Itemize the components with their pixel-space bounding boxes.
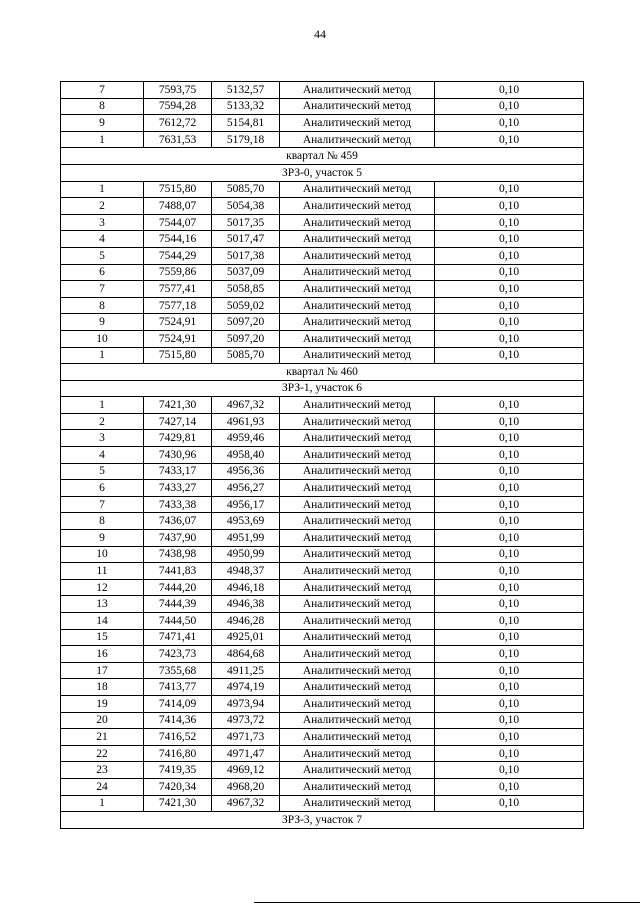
x-coordinate-cell: 7594,28	[144, 98, 212, 115]
table-row	[61, 231, 584, 248]
point-number-cell: 7	[61, 82, 144, 99]
page-number: 44	[314, 27, 326, 41]
section-header: квартал № 460	[61, 364, 584, 381]
table-row	[61, 214, 584, 231]
error-cell: 0,10	[435, 131, 584, 148]
y-coordinate-cell: 5097,20	[212, 330, 280, 347]
method-cell: Аналитический метод	[280, 413, 435, 430]
table-row	[61, 413, 584, 430]
point-number-cell: 16	[61, 646, 144, 663]
y-coordinate-cell: 4956,17	[212, 496, 280, 513]
x-coordinate-cell: 7444,50	[144, 613, 212, 630]
y-coordinate-cell: 4961,93	[212, 413, 280, 430]
table-row	[61, 330, 584, 347]
error-cell: 0,10	[435, 695, 584, 712]
y-coordinate-cell: 4864,68	[212, 646, 280, 663]
point-number-cell: 10	[61, 330, 144, 347]
x-coordinate-cell: 7577,41	[144, 281, 212, 298]
method-cell: Аналитический метод	[280, 181, 435, 198]
y-coordinate-cell: 4946,38	[212, 596, 280, 613]
point-number-cell: 6	[61, 264, 144, 281]
point-number-cell: 13	[61, 596, 144, 613]
method-cell: Аналитический метод	[280, 447, 435, 464]
error-cell: 0,10	[435, 480, 584, 497]
table-row	[61, 430, 584, 447]
section-header-row	[61, 380, 584, 397]
point-number-cell: 10	[61, 546, 144, 563]
x-coordinate-cell: 7355,68	[144, 662, 212, 679]
error-cell: 0,10	[435, 447, 584, 464]
table-row	[61, 613, 584, 630]
error-cell: 0,10	[435, 98, 584, 115]
point-number-cell: 17	[61, 662, 144, 679]
x-coordinate-cell: 7577,18	[144, 297, 212, 314]
point-number-cell: 11	[61, 563, 144, 580]
method-cell: Аналитический метод	[280, 530, 435, 547]
method-cell: Аналитический метод	[280, 115, 435, 132]
table-row	[61, 397, 584, 414]
x-coordinate-cell: 7420,34	[144, 778, 212, 795]
x-coordinate-cell: 7414,09	[144, 695, 212, 712]
error-cell: 0,10	[435, 679, 584, 696]
x-coordinate-cell: 7593,75	[144, 82, 212, 99]
method-cell: Аналитический метод	[280, 679, 435, 696]
error-cell: 0,10	[435, 397, 584, 414]
method-cell: Аналитический метод	[280, 613, 435, 630]
section-header-row	[61, 164, 584, 181]
y-coordinate-cell: 4956,27	[212, 480, 280, 497]
error-cell: 0,10	[435, 662, 584, 679]
y-coordinate-cell: 4946,18	[212, 579, 280, 596]
point-number-cell: 21	[61, 729, 144, 746]
table-row	[61, 480, 584, 497]
y-coordinate-cell: 4967,32	[212, 795, 280, 812]
y-coordinate-cell: 5017,47	[212, 231, 280, 248]
error-cell: 0,10	[435, 546, 584, 563]
method-cell: Аналитический метод	[280, 297, 435, 314]
coordinates-table	[60, 81, 584, 829]
y-coordinate-cell: 5085,70	[212, 181, 280, 198]
page-bottom-divider	[254, 902, 640, 903]
x-coordinate-cell: 7559,86	[144, 264, 212, 281]
y-coordinate-cell: 5037,09	[212, 264, 280, 281]
point-number-cell: 3	[61, 214, 144, 231]
y-coordinate-cell: 4973,72	[212, 712, 280, 729]
error-cell: 0,10	[435, 463, 584, 480]
y-coordinate-cell: 4951,99	[212, 530, 280, 547]
method-cell: Аналитический метод	[280, 662, 435, 679]
y-coordinate-cell: 4968,20	[212, 778, 280, 795]
table-row	[61, 131, 584, 148]
table-row	[61, 679, 584, 696]
error-cell: 0,10	[435, 646, 584, 663]
table-row	[61, 513, 584, 530]
section-header-row	[61, 812, 584, 829]
point-number-cell: 12	[61, 579, 144, 596]
error-cell: 0,10	[435, 231, 584, 248]
method-cell: Аналитический метод	[280, 281, 435, 298]
table-row	[61, 662, 584, 679]
error-cell: 0,10	[435, 297, 584, 314]
y-coordinate-cell: 4946,28	[212, 613, 280, 630]
error-cell: 0,10	[435, 82, 584, 99]
table-row	[61, 82, 584, 99]
method-cell: Аналитический метод	[280, 264, 435, 281]
table-row	[61, 347, 584, 364]
table-row	[61, 281, 584, 298]
error-cell: 0,10	[435, 795, 584, 812]
y-coordinate-cell: 5097,20	[212, 314, 280, 331]
method-cell: Аналитический метод	[280, 778, 435, 795]
y-coordinate-cell: 4953,69	[212, 513, 280, 530]
error-cell: 0,10	[435, 745, 584, 762]
x-coordinate-cell: 7444,39	[144, 596, 212, 613]
error-cell: 0,10	[435, 214, 584, 231]
point-number-cell: 18	[61, 679, 144, 696]
x-coordinate-cell: 7413,77	[144, 679, 212, 696]
x-coordinate-cell: 7524,91	[144, 314, 212, 331]
method-cell: Аналитический метод	[280, 463, 435, 480]
section-header: ЗРЗ-0, участок 5	[61, 164, 584, 181]
point-number-cell: 2	[61, 198, 144, 215]
y-coordinate-cell: 4969,12	[212, 762, 280, 779]
method-cell: Аналитический метод	[280, 695, 435, 712]
point-number-cell: 24	[61, 778, 144, 795]
y-coordinate-cell: 4925,01	[212, 629, 280, 646]
y-coordinate-cell: 4971,73	[212, 729, 280, 746]
section-header-row	[61, 364, 584, 381]
point-number-cell: 8	[61, 297, 144, 314]
x-coordinate-cell: 7427,14	[144, 413, 212, 430]
point-number-cell: 8	[61, 98, 144, 115]
method-cell: Аналитический метод	[280, 579, 435, 596]
point-number-cell: 20	[61, 712, 144, 729]
point-number-cell: 8	[61, 513, 144, 530]
method-cell: Аналитический метод	[280, 762, 435, 779]
method-cell: Аналитический метод	[280, 596, 435, 613]
error-cell: 0,10	[435, 413, 584, 430]
x-coordinate-cell: 7429,81	[144, 430, 212, 447]
x-coordinate-cell: 7544,29	[144, 247, 212, 264]
method-cell: Аналитический метод	[280, 214, 435, 231]
method-cell: Аналитический метод	[280, 646, 435, 663]
x-coordinate-cell: 7433,27	[144, 480, 212, 497]
point-number-cell: 19	[61, 695, 144, 712]
method-cell: Аналитический метод	[280, 330, 435, 347]
method-cell: Аналитический метод	[280, 430, 435, 447]
table-row	[61, 198, 584, 215]
x-coordinate-cell: 7444,20	[144, 579, 212, 596]
point-number-cell: 22	[61, 745, 144, 762]
table-row	[61, 447, 584, 464]
y-coordinate-cell: 4911,25	[212, 662, 280, 679]
point-number-cell: 14	[61, 613, 144, 630]
x-coordinate-cell: 7544,16	[144, 231, 212, 248]
point-number-cell: 4	[61, 231, 144, 248]
point-number-cell: 2	[61, 413, 144, 430]
error-cell: 0,10	[435, 314, 584, 331]
table-row	[61, 496, 584, 513]
x-coordinate-cell: 7414,36	[144, 712, 212, 729]
method-cell: Аналитический метод	[280, 563, 435, 580]
point-number-cell: 3	[61, 430, 144, 447]
method-cell: Аналитический метод	[280, 496, 435, 513]
x-coordinate-cell: 7436,07	[144, 513, 212, 530]
table-row	[61, 247, 584, 264]
point-number-cell: 9	[61, 115, 144, 132]
error-cell: 0,10	[435, 762, 584, 779]
x-coordinate-cell: 7416,52	[144, 729, 212, 746]
method-cell: Аналитический метод	[280, 712, 435, 729]
x-coordinate-cell: 7433,38	[144, 496, 212, 513]
error-cell: 0,10	[435, 530, 584, 547]
section-header: квартал № 459	[61, 148, 584, 165]
error-cell: 0,10	[435, 330, 584, 347]
point-number-cell: 6	[61, 480, 144, 497]
x-coordinate-cell: 7433,17	[144, 463, 212, 480]
error-cell: 0,10	[435, 430, 584, 447]
method-cell: Аналитический метод	[280, 314, 435, 331]
method-cell: Аналитический метод	[280, 546, 435, 563]
method-cell: Аналитический метод	[280, 745, 435, 762]
error-cell: 0,10	[435, 198, 584, 215]
point-number-cell: 1	[61, 397, 144, 414]
table-row	[61, 762, 584, 779]
y-coordinate-cell: 5017,38	[212, 247, 280, 264]
y-coordinate-cell: 5154,81	[212, 115, 280, 132]
table-row	[61, 579, 584, 596]
y-coordinate-cell: 5132,57	[212, 82, 280, 99]
table-row	[61, 563, 584, 580]
error-cell: 0,10	[435, 613, 584, 630]
table-row	[61, 530, 584, 547]
y-coordinate-cell: 5085,70	[212, 347, 280, 364]
point-number-cell: 23	[61, 762, 144, 779]
method-cell: Аналитический метод	[280, 729, 435, 746]
error-cell: 0,10	[435, 496, 584, 513]
section-header: ЗРЗ-3, участок 7	[61, 812, 584, 829]
method-cell: Аналитический метод	[280, 480, 435, 497]
x-coordinate-cell: 7471,41	[144, 629, 212, 646]
x-coordinate-cell: 7544,07	[144, 214, 212, 231]
x-coordinate-cell: 7430,96	[144, 447, 212, 464]
table-row	[61, 778, 584, 795]
method-cell: Аналитический метод	[280, 82, 435, 99]
table-row	[61, 463, 584, 480]
method-cell: Аналитический метод	[280, 795, 435, 812]
y-coordinate-cell: 4956,36	[212, 463, 280, 480]
error-cell: 0,10	[435, 596, 584, 613]
method-cell: Аналитический метод	[280, 513, 435, 530]
y-coordinate-cell: 4950,99	[212, 546, 280, 563]
error-cell: 0,10	[435, 247, 584, 264]
table-row	[61, 115, 584, 132]
x-coordinate-cell: 7423,73	[144, 646, 212, 663]
x-coordinate-cell: 7438,98	[144, 546, 212, 563]
point-number-cell: 1	[61, 131, 144, 148]
point-number-cell: 9	[61, 314, 144, 331]
table-row	[61, 629, 584, 646]
x-coordinate-cell: 7488,07	[144, 198, 212, 215]
y-coordinate-cell: 5133,32	[212, 98, 280, 115]
error-cell: 0,10	[435, 115, 584, 132]
y-coordinate-cell: 4973,94	[212, 695, 280, 712]
method-cell: Аналитический метод	[280, 397, 435, 414]
point-number-cell: 1	[61, 181, 144, 198]
error-cell: 0,10	[435, 579, 584, 596]
error-cell: 0,10	[435, 347, 584, 364]
x-coordinate-cell: 7515,80	[144, 181, 212, 198]
x-coordinate-cell: 7421,30	[144, 397, 212, 414]
table-row	[61, 181, 584, 198]
coordinates-table-body	[61, 82, 584, 829]
table-row	[61, 546, 584, 563]
point-number-cell: 7	[61, 281, 144, 298]
x-coordinate-cell: 7441,83	[144, 563, 212, 580]
error-cell: 0,10	[435, 513, 584, 530]
table-row	[61, 98, 584, 115]
x-coordinate-cell: 7421,30	[144, 795, 212, 812]
error-cell: 0,10	[435, 712, 584, 729]
method-cell: Аналитический метод	[280, 98, 435, 115]
table-row	[61, 596, 584, 613]
y-coordinate-cell: 4959,46	[212, 430, 280, 447]
table-row	[61, 729, 584, 746]
error-cell: 0,10	[435, 778, 584, 795]
method-cell: Аналитический метод	[280, 347, 435, 364]
point-number-cell: 1	[61, 347, 144, 364]
method-cell: Аналитический метод	[280, 231, 435, 248]
section-header-row	[61, 148, 584, 165]
y-coordinate-cell: 5017,35	[212, 214, 280, 231]
table-row	[61, 695, 584, 712]
point-number-cell: 9	[61, 530, 144, 547]
table-row	[61, 646, 584, 663]
x-coordinate-cell: 7524,91	[144, 330, 212, 347]
x-coordinate-cell: 7419,35	[144, 762, 212, 779]
point-number-cell: 1	[61, 795, 144, 812]
section-header: ЗРЗ-1, участок 6	[61, 380, 584, 397]
table-row	[61, 712, 584, 729]
x-coordinate-cell: 7515,80	[144, 347, 212, 364]
table-row	[61, 297, 584, 314]
table-row	[61, 745, 584, 762]
x-coordinate-cell: 7437,90	[144, 530, 212, 547]
point-number-cell: 4	[61, 447, 144, 464]
y-coordinate-cell: 4958,40	[212, 447, 280, 464]
table-row	[61, 314, 584, 331]
method-cell: Аналитический метод	[280, 629, 435, 646]
y-coordinate-cell: 4967,32	[212, 397, 280, 414]
error-cell: 0,10	[435, 264, 584, 281]
point-number-cell: 5	[61, 247, 144, 264]
x-coordinate-cell: 7631,53	[144, 131, 212, 148]
x-coordinate-cell: 7416,80	[144, 745, 212, 762]
y-coordinate-cell: 5059,02	[212, 297, 280, 314]
error-cell: 0,10	[435, 181, 584, 198]
point-number-cell: 7	[61, 496, 144, 513]
method-cell: Аналитический метод	[280, 131, 435, 148]
point-number-cell: 5	[61, 463, 144, 480]
table-row	[61, 795, 584, 812]
y-coordinate-cell: 4971,47	[212, 745, 280, 762]
error-cell: 0,10	[435, 563, 584, 580]
error-cell: 0,10	[435, 629, 584, 646]
error-cell: 0,10	[435, 281, 584, 298]
error-cell: 0,10	[435, 729, 584, 746]
method-cell: Аналитический метод	[280, 198, 435, 215]
point-number-cell: 15	[61, 629, 144, 646]
y-coordinate-cell: 5058,85	[212, 281, 280, 298]
method-cell: Аналитический метод	[280, 247, 435, 264]
y-coordinate-cell: 5179,18	[212, 131, 280, 148]
y-coordinate-cell: 5054,38	[212, 198, 280, 215]
y-coordinate-cell: 4974,19	[212, 679, 280, 696]
x-coordinate-cell: 7612,72	[144, 115, 212, 132]
y-coordinate-cell: 4948,37	[212, 563, 280, 580]
table-row	[61, 264, 584, 281]
